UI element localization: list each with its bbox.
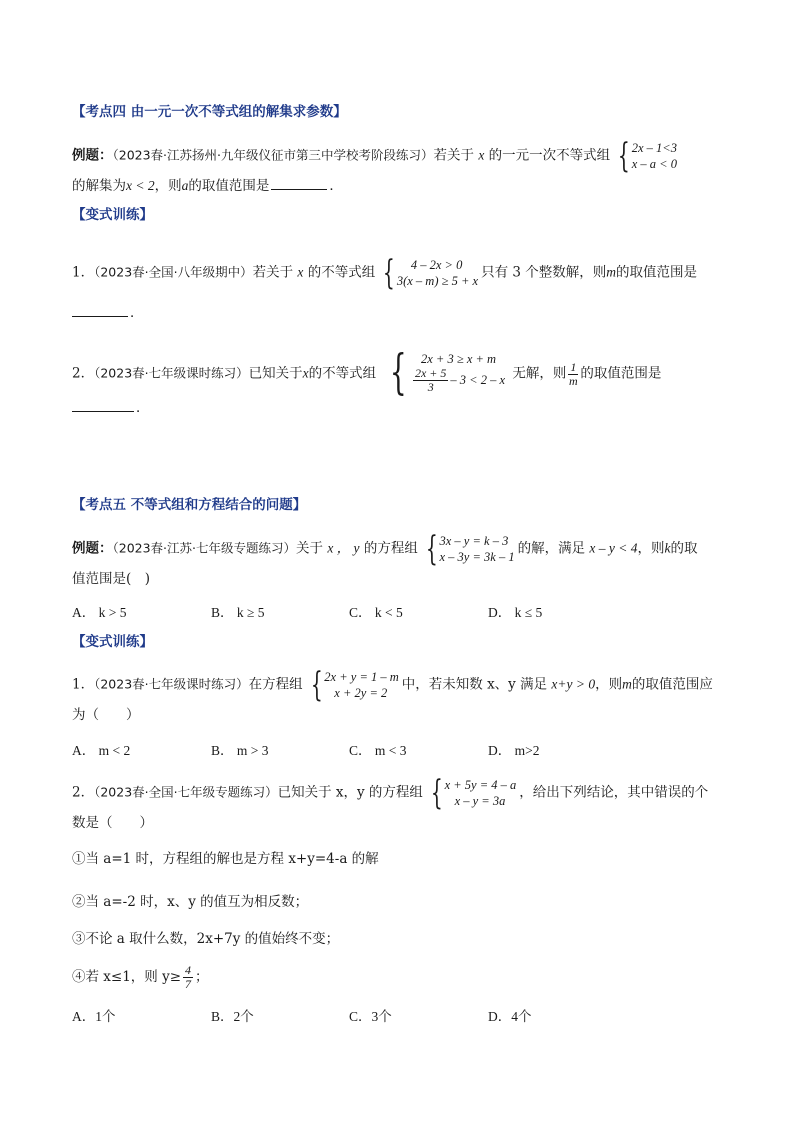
text: 中，若未知数 x、y 满足: [401, 676, 548, 693]
equation: 2x + 3 ≥ x + m: [420, 351, 497, 366]
statement-2: ②当 a=-2 时，x、y 的值互为相反数；: [72, 894, 309, 910]
math-var: a: [181, 178, 189, 193]
q-number: 1．: [72, 264, 95, 281]
text: 的不等式组: [308, 365, 377, 382]
text: ，则: [637, 540, 665, 557]
brace: {: [430, 773, 443, 813]
text: 只有 3 个整数解，则: [481, 264, 607, 281]
q-number: 2．: [72, 365, 95, 382]
math-expr: x < 2: [126, 178, 155, 193]
fraction: [568, 361, 578, 388]
denominator: 7: [185, 977, 192, 991]
text: 关于: [296, 540, 324, 557]
text: 已知关于: [248, 365, 303, 382]
q1-option-a[interactable]: A． m < 2: [72, 743, 131, 758]
q2-option-c[interactable]: C．3个: [349, 1009, 392, 1024]
option-b[interactable]: B． k ≥ 5: [211, 605, 265, 620]
s4-q1-line1: [72, 253, 698, 293]
example-source: （2023春·江苏扬州·九年级仪征市第三中学校考阶段练习）: [112, 147, 434, 163]
answer-blank[interactable]: [271, 177, 327, 190]
q-number: 1．: [72, 676, 95, 693]
q1-option-c[interactable]: C． m < 3: [349, 743, 407, 758]
text: 的取值范围是: [616, 264, 698, 281]
math-var: x: [302, 365, 309, 381]
inequality-system: [613, 136, 677, 176]
s4-practice-title: 【变式训练】: [72, 207, 153, 223]
s4-q2-line1: [72, 344, 662, 400]
equation: x + 5y = 4 – a: [444, 778, 517, 792]
text: ；: [195, 969, 209, 985]
q2-option-a[interactable]: A．1个: [72, 1009, 116, 1024]
answer-blank[interactable]: [72, 399, 134, 412]
q-source: （2023春·七年级课时练习）: [94, 676, 249, 692]
equation: x – y = 3a: [454, 794, 506, 808]
example-label: 例题：: [72, 147, 113, 164]
q2-option-d[interactable]: D．4个: [488, 1009, 532, 1024]
math-var: m: [606, 264, 617, 280]
text: 的一元一次不等式组: [488, 147, 611, 164]
math-var: k: [664, 540, 671, 556]
equation-system: [306, 665, 399, 705]
text: 的取值范围是: [188, 178, 270, 194]
numerator: 2x + 5: [414, 365, 447, 380]
text: 的取值范围应: [631, 676, 713, 693]
text: 的解，满足: [517, 540, 586, 557]
statement-4: [72, 964, 209, 991]
text: ，则: [154, 178, 182, 194]
math-vars: x ， y: [327, 540, 360, 556]
numerator: 1: [570, 359, 577, 374]
fraction: [413, 367, 448, 394]
option-a[interactable]: A． k > 5: [72, 605, 127, 620]
section5-title: 【考点五 不等式组和方程结合的问题】: [72, 497, 307, 513]
q-source: （2023春·七年级课时练习）: [94, 365, 249, 381]
option-d[interactable]: D． k ≤ 5: [488, 605, 543, 620]
example-source: （2023春·江苏·七年级专题练习）: [112, 540, 297, 556]
denominator: m: [568, 373, 578, 388]
equation: [411, 367, 505, 394]
q2-option-b[interactable]: B．2个: [211, 1009, 254, 1024]
option-c[interactable]: C． k < 5: [349, 605, 403, 620]
s5-q1-line1: [72, 665, 713, 705]
equation: 2x – 1<3: [631, 141, 677, 155]
example-label: 例题：: [72, 540, 113, 557]
q1-option-d[interactable]: D． m>2: [488, 743, 540, 758]
brace: {: [310, 665, 323, 705]
s5-example-line2: 值范围是( ): [72, 571, 151, 587]
s5-example-line1: [72, 529, 698, 569]
section4-title: 【考点四 由一元一次不等式组的解集求参数】: [72, 104, 347, 120]
equation: x + 2y = 2: [334, 686, 388, 700]
text: ．: [136, 400, 150, 416]
text: 的方程组: [363, 540, 418, 557]
q-source: （2023春·全国·七年级专题练习）: [94, 784, 278, 800]
inequality-system: [383, 344, 506, 400]
s5-q2-line2: 数是（ ）: [72, 815, 153, 831]
equation: x – a < 0: [631, 157, 677, 171]
text: ．: [329, 178, 343, 194]
brace: {: [383, 253, 395, 293]
s4-q2-line2: [72, 399, 150, 417]
statement-3: ③不论 a 取什么数，2x+7y 的值始终不变；: [72, 931, 340, 947]
text: 的取: [670, 540, 698, 557]
fraction: [183, 964, 193, 991]
text: ，则: [595, 676, 623, 693]
text: 的不等式组: [307, 264, 376, 281]
equation-rest: – 3 < 2 – x: [450, 373, 506, 387]
text: 若关于: [252, 264, 294, 281]
equation-system: [426, 773, 517, 813]
text: 的取值范围是: [580, 365, 662, 382]
text: 的解集为: [72, 178, 126, 194]
q-source: （2023春·全国·八年级期中）: [94, 264, 253, 280]
text: 若关于: [433, 147, 475, 164]
denominator: 3: [427, 379, 434, 394]
s4-example-line2: [72, 177, 343, 195]
brace: {: [617, 136, 630, 176]
equation: 3x – y = k – 3: [439, 534, 509, 548]
equation-system: [421, 529, 515, 569]
s5-q2-line1: [72, 773, 709, 813]
equation: x – 3y = 3k – 1: [439, 550, 515, 564]
inequality-system: [378, 253, 479, 293]
math-expr: x+y > 0: [551, 676, 596, 692]
brace: {: [425, 529, 438, 569]
statement-1: ①当 a=1 时，方程组的解也是方程 x+y=4-a 的解: [72, 851, 379, 867]
s5-q1-line2: 为（ ）: [72, 707, 140, 723]
brace: {: [390, 344, 408, 400]
equation: 2x + y = 1 – m: [324, 670, 399, 684]
text: ④若 x≤1，则 y≥: [72, 969, 182, 985]
q1-option-b[interactable]: B． m > 3: [211, 743, 269, 758]
s4-q1-line2: [72, 304, 144, 322]
s4-example-line1: [72, 136, 680, 176]
text: 在方程组: [248, 676, 303, 693]
equation: 3(x – m) ≥ 5 + x: [396, 274, 479, 288]
s5-practice-title: 【变式训练】: [72, 634, 153, 650]
math-expr: x – y < 4: [589, 540, 638, 556]
text: 已知关于 x，y 的方程组: [277, 784, 423, 801]
text: ，给出下列结论，其中错误的个: [519, 784, 709, 801]
math-var: x: [297, 264, 304, 280]
answer-blank[interactable]: [72, 304, 128, 317]
math-var: x: [478, 147, 485, 163]
math-var: m: [622, 676, 632, 692]
numerator: 4: [185, 963, 192, 977]
text: ．: [130, 305, 144, 321]
equation: 4 – 2x > 0: [410, 258, 463, 272]
q-number: 2．: [72, 784, 95, 801]
text: 无解，则: [512, 365, 567, 382]
